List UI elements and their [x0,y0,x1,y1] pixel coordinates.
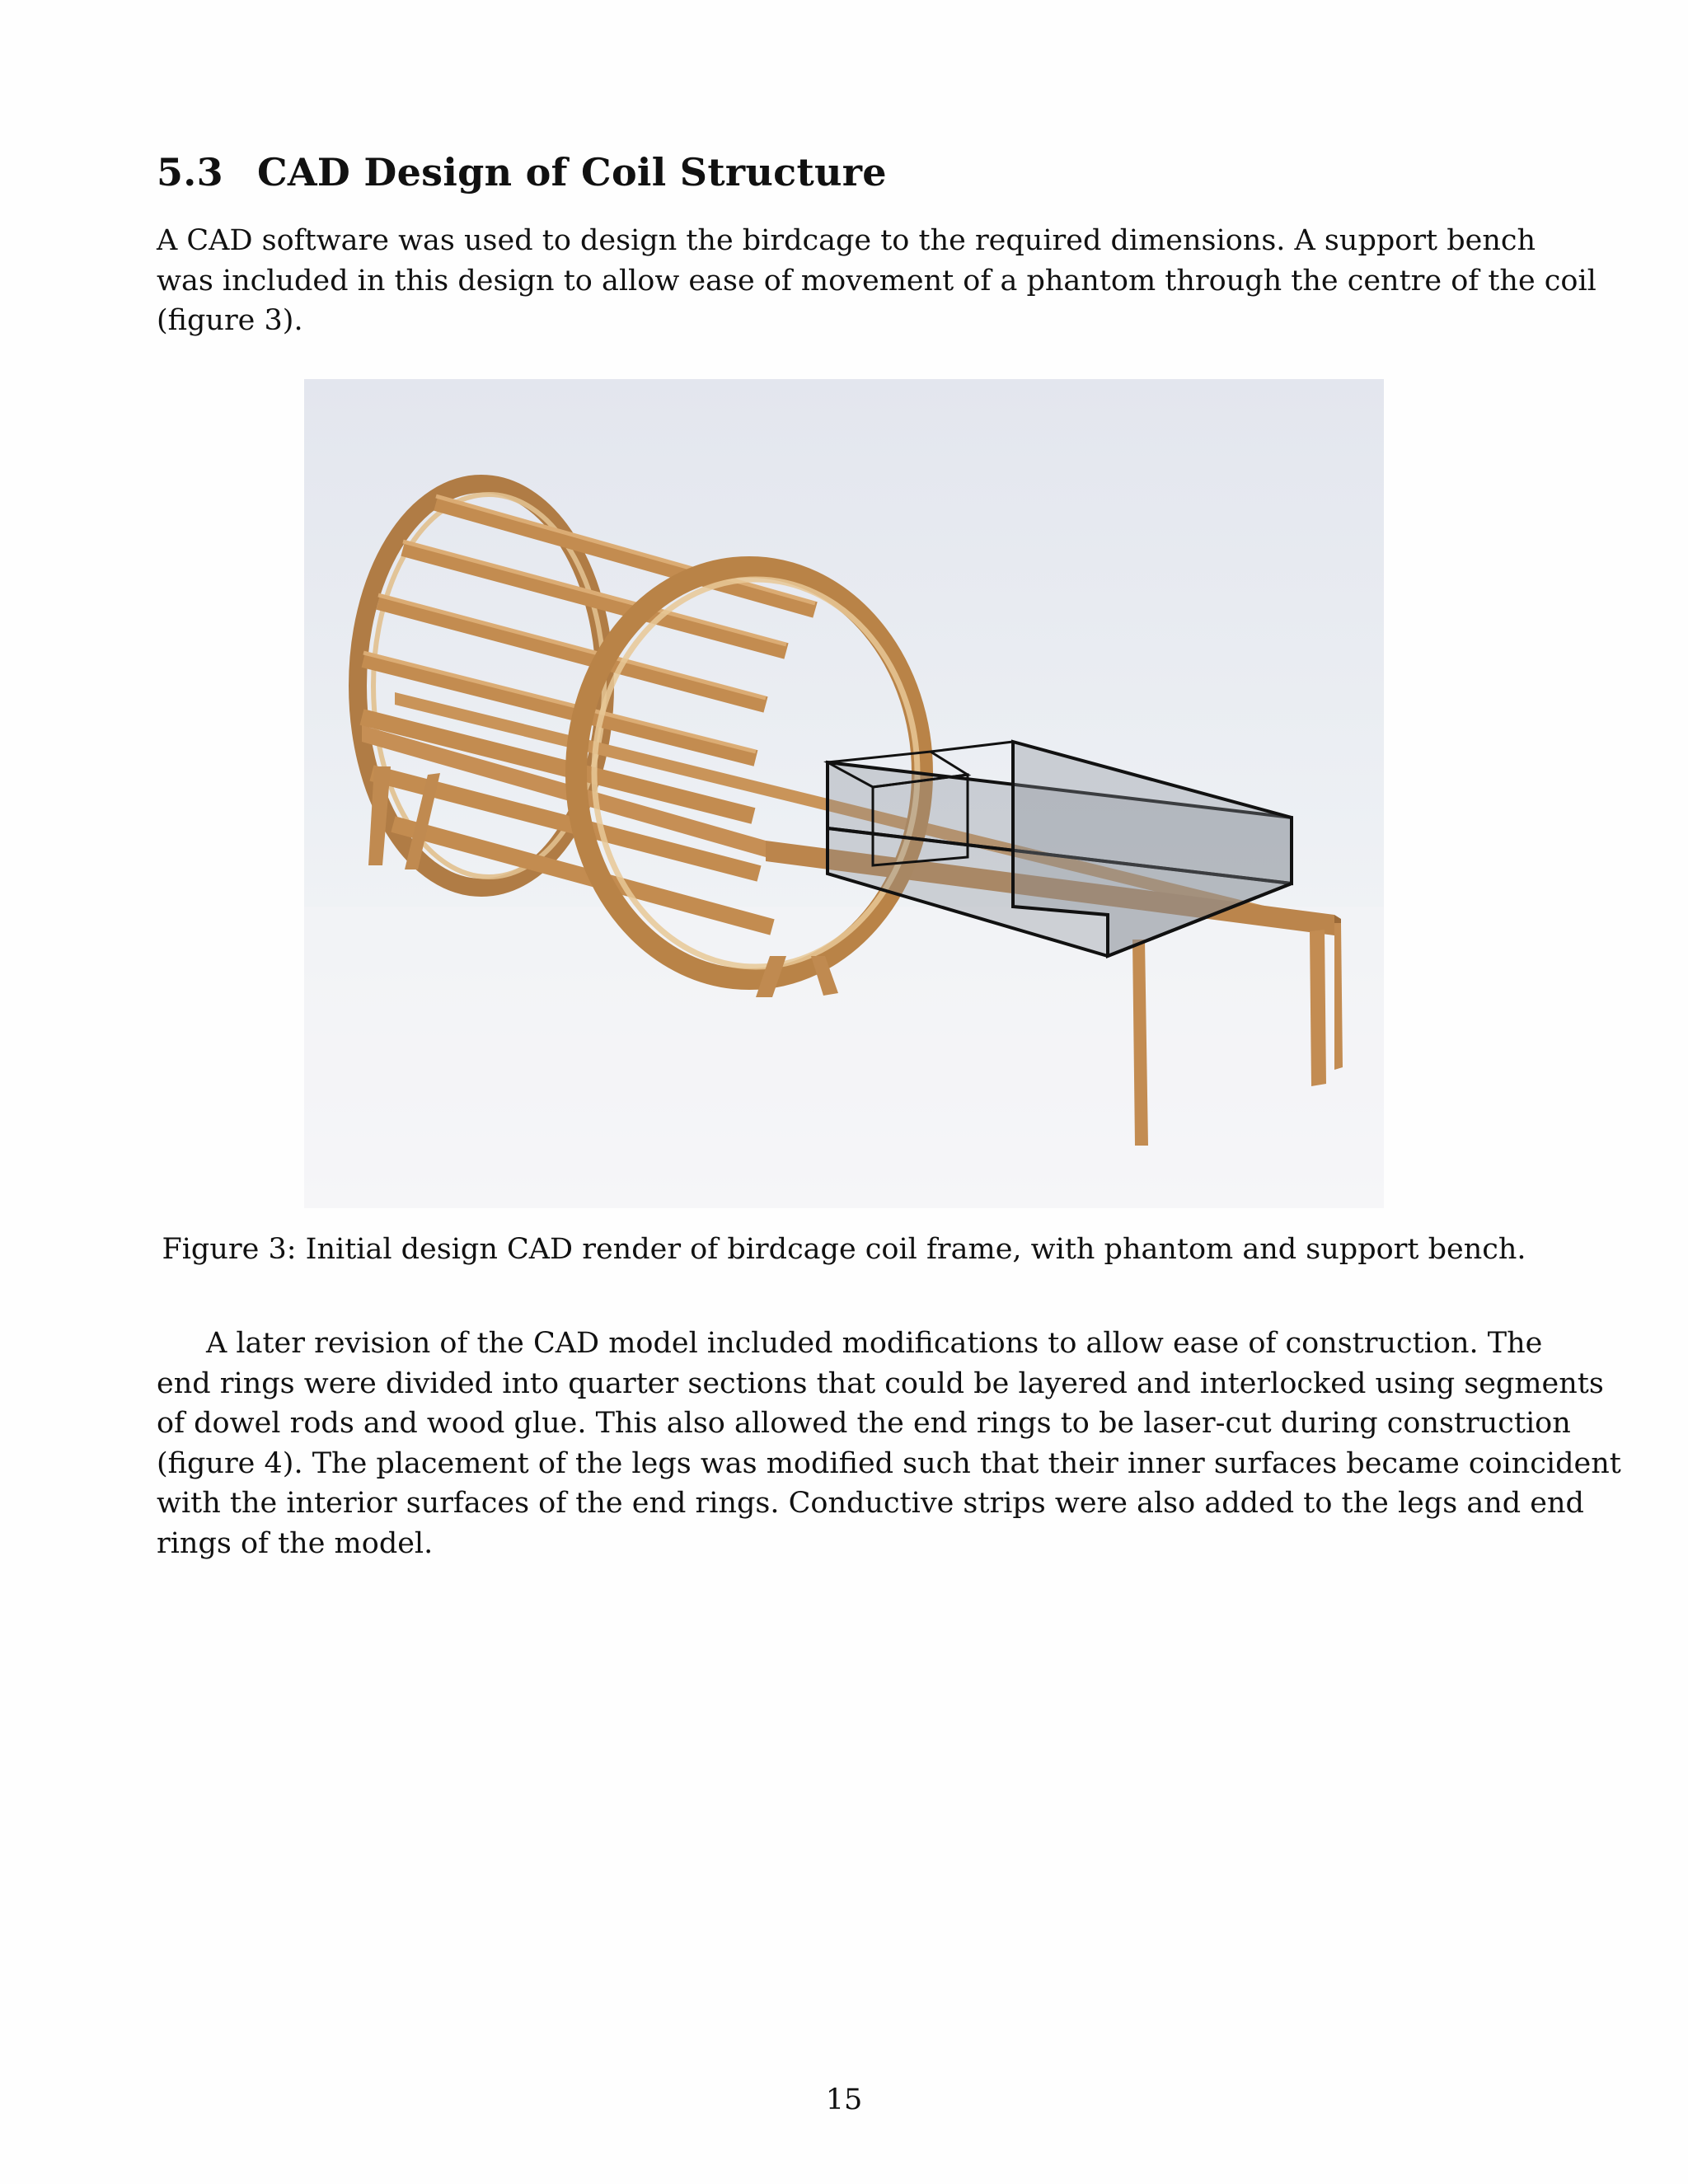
body-paragraph [157,1324,1621,1563]
body-line: end rings were divided into quarter sections that could be layered and interlocked using segments [157,1366,1604,1400]
section-heading [157,150,887,194]
intro-paragraph [157,221,1597,341]
body-line: of dowel rods and wood glue. This also allowed the end rings to be laser-cut during construction [157,1407,1571,1440]
page-number: 15 [825,2083,863,2116]
section-number: 5.3 [157,150,223,194]
intro-line: (figure 3). [157,304,303,337]
intro-line: A CAD software was used to design the birdcage to the required dimensions. A support bench [157,224,1536,257]
body-line: rings of the model. [157,1526,434,1560]
cad-render-image [304,379,1384,1208]
body-line: A later revision of the CAD model included modifications to allow ease of construction. The [206,1327,1543,1360]
figure-caption: Figure 3: Initial design CAD render of birdcage coil frame, with phantom and support bench. [162,1233,1526,1266]
section-title: CAD Design of Coil Structure [257,150,887,194]
body-line: with the interior surfaces of the end rings. Conductive strips were also added to the legs and end [157,1487,1584,1520]
intro-line: was included in this design to allow ease of movement of a phantom through the centre of the coil [157,264,1597,298]
cad-render-figure [304,379,1384,1208]
body-line: (figure 4). The placement of the legs was modified such that their inner surfaces became coincident [157,1446,1621,1480]
